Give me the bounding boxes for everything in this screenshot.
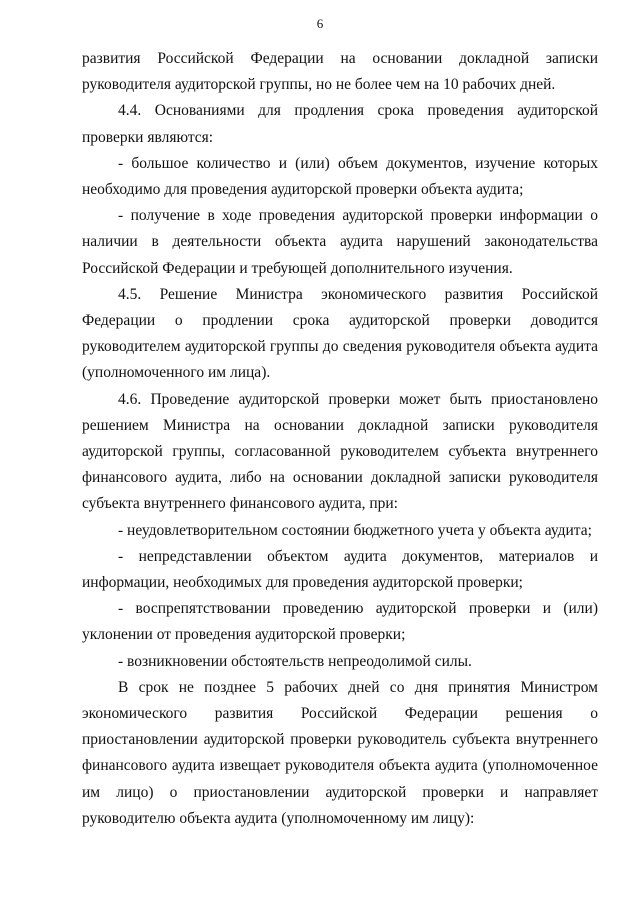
document-body — [82, 46, 598, 832]
paragraph: 4.4. Основаниями для продления срока проведения аудиторской проверки являются: — [82, 102, 598, 146]
paragraph: 4.5. Решение Министра экономического развития Российской Федерации о продлении срока аудиторской проверки доводится руководителем аудиторской группы до сведения руководителя объекта аудита (уполномоченного им лица). — [82, 285, 598, 382]
list-item: - непредставлении объектом аудита документов, материалов и информации, необходимых для проведения аудиторской проверки; — [82, 547, 598, 592]
list-item: - воспрепятствовании проведению аудиторской проверки и (или) уклонении от проведения аудиторской проверки; — [82, 600, 598, 644]
paragraph: В срок не позднее 5 рабочих дней со дня принятия Министром экономического развития Российской Федерации решения о приостановлении аудиторской проверки руководитель субъекта внутреннего финансового аудита извещает руководителя объекта аудита (уполномоченное им лицо) о приостановлении аудиторской проверки и направляет руководителю объекта аудита (уполномоченному им лицу): — [82, 678, 598, 827]
list-item: - возникновении обстоятельств непреодолимой силы. — [118, 652, 472, 670]
paragraph: 4.6. Проведение аудиторской проверки может быть приостановлено решением Министра на основании докладной записки руководителя аудиторской группы, согласованной руководителем субъекта внутреннего финансового аудита, либо на основании докладной записки руководителя субъекта внутреннего финансового аудита, при: — [82, 390, 598, 513]
list-item: - получение в ходе проведения аудиторской проверки информации о наличии в деятельности объекта аудита нарушений законодательства Российской Федерации и требующей дополнительного изучения. — [82, 207, 598, 277]
list-item: - неудовлетворительном состоянии бюджетного учета у объекта аудита; — [118, 521, 592, 539]
paragraph: развития Российской Федерации на основании докладной записки руководителя аудиторской группы, но не более чем на 10 рабочих дней. — [82, 50, 598, 94]
list-item: - большое количество и (или) объем документов, изучение которых необходимо для проведения аудиторской проверки объекта аудита; — [82, 154, 598, 199]
page-number: 6 — [316, 16, 324, 31]
